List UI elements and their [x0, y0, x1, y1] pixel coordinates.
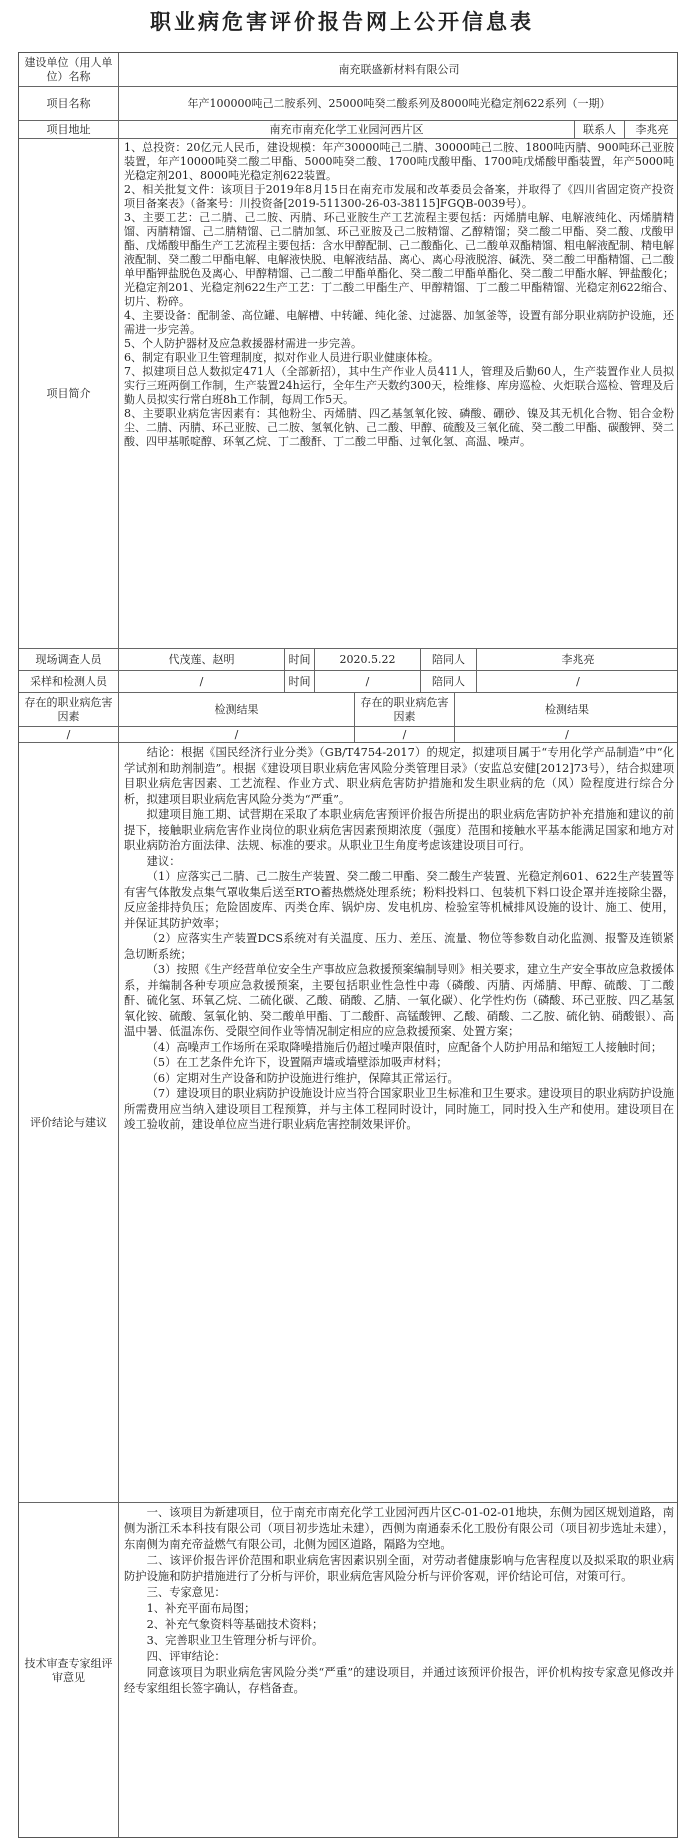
conclusion-paragraph: （7）建设项目的职业病防护设施设计应当符合国家职业卫生标准和卫生要求。建设项目的职业病防护设施所需费用应当纳入建设项目工程预算，并与主体工程同时设计，同时施工，同时投入生产和使用。建设项目在竣工验收前，建设单位应当进行职业病危害控制效果评价。: [124, 1087, 674, 1131]
survey-time-label: 时间: [285, 649, 315, 671]
expert-paragraph: 3、完善职业卫生管理分析与评价。: [146, 1634, 324, 1647]
expert-paragraph: 三、专家意见：: [146, 1586, 226, 1599]
conclusion-paragraph: （4）高噪声工作场所在采取降噪措施后仍超过噪声限值时，应配备个人防护用品和缩短工人接触时间；: [146, 1040, 663, 1054]
sampling-companion-label: 陪同人: [421, 671, 477, 693]
survey-companion-label: 陪同人: [421, 649, 477, 671]
survey-label: 现场调查人员: [19, 649, 119, 671]
page-title: 职业病危害评价报告网上公开信息表: [150, 10, 534, 34]
project-address-value: 南充市南充化学工业园河西片区: [119, 121, 575, 139]
sampling-value: /: [119, 671, 285, 693]
expert-paragraph: 同意该项目为职业病危害风险分类“严重”的建设项目，并通过该预评价报告，评价机构按专家意见修改并经专家组组长签字确认，存档备查。: [124, 1666, 674, 1695]
sampling-companion-value: /: [477, 671, 678, 693]
expert-paragraph: 1、补充平面布局图；: [146, 1602, 256, 1615]
contact-label: 联系人: [575, 121, 625, 139]
intro-label: 项目简介: [19, 139, 119, 649]
sampling-time-label: 时间: [285, 671, 315, 693]
expert-label: 技术审查专家组评审意见: [19, 1503, 119, 1838]
hazard-factor-header-1: 存在的职业病危害因素: [19, 693, 119, 727]
detection-result-header-2: 检测结果: [455, 693, 678, 727]
survey-companion-value: 李兆亮: [477, 649, 678, 671]
intro-paragraph: 3、主要工艺：己二腈、己二胺、丙腈、环己亚胺生产工艺流程主要包括：丙烯腈电解、电解液纯化、丙烯腈精馏、丙腈精馏、己二腈精馏、己二腈加氢、环己亚胺及己二胺精馏、乙醇精馏；癸二酸二甲酯、癸二酸、戊酸甲酯、戊烯酸甲酯生产工艺流程主要包括：含水甲醇配制、己二酸酯化、己二酸单双酯精馏、粗电解液配制、精电解液配制、癸二酸二甲酯电解、电解液快脱、电解液结晶、离心、离心母液脱溶、碱洗、癸二酸二甲酯精馏、己二酸单甲酯钾盐脱色及离心、甲醇精馏、己二酸二甲酯单酯化、癸二酸二甲酯单酯化、癸二酸二甲酯水解、钾盐酸化；光稳定剂201、光稳定剂622生产工艺：丁二酸二甲酯生产、甲醇精馏、丁二酸二甲酯精馏、光稳定剂622缩合、切片、粉碎。: [124, 211, 674, 308]
conclusion-paragraph: （2）应落实生产装置DCS系统对有关温度、压力、差压、流量、物位等参数自动化监测、报警及连锁紧急切断系统；: [124, 932, 674, 961]
project-name-label: 项目名称: [19, 87, 119, 121]
builder-label: 建设单位（用人单位）名称: [19, 53, 119, 87]
hazard-factor-header-2: 存在的职业病危害因素: [355, 693, 455, 727]
expert-paragraph: 一、该项目为新建项目，位于南充市南充化学工业园河西片区C-01-02-01地块，东侧为园区规划道路，南侧为浙江禾本科技有限公司（项目初步选址未建），西侧为南通泰禾化工股份有限公司（项目初步选址未建），东南侧为南充帝益燃气有限公司，北侧为园区道路，隔路为空地。: [124, 1506, 674, 1551]
conclusion-content: [119, 743, 678, 1503]
builder-value: 南充联盛新材料有限公司: [119, 53, 678, 87]
expert-paragraph: 四、评审结论：: [146, 1650, 226, 1663]
survey-value: 代茂莲、赵明: [119, 649, 285, 671]
conclusion-label: 评价结论与建议: [19, 743, 119, 1503]
conclusion-paragraph: （1）应落实己二腈、己二胺生产装置、癸二酸二甲酯、癸二酸生产装置、光稳定剂601、622生产装置等有害气体散发点集气罩收集后送至RTO蓄热燃烧处理系统；粉料投料口、包装机下料口设企罩并连接除尘器，反应釜排持负压；危险固废库、丙类仓库、锅炉房、发电机房、检验室等机械排风设施的设计、施工、使用，并保证其防护效率；: [124, 870, 674, 930]
conclusion-paragraph: 拟建项目施工期、试营期在采取了本职业病危害预评价报告所提出的职业病危害防护补充措施和建议的前提下，接触职业病危害作业岗位的职业病危害因素预期浓度（强度）范围和接触水平基本能满足国家和地方对职业病防治方面法律、法规、标准的要求。从职业卫生角度考虑该建设项目可行。: [124, 808, 674, 852]
conclusion-paragraph: （5）在工艺条件允许下，设置隔声墙或墙壁添加吸声材料；: [146, 1056, 448, 1069]
hazard-factor-value-1: /: [19, 727, 119, 743]
survey-time-value: 2020.5.22: [315, 649, 421, 671]
conclusion-paragraph: 结论：根据《国民经济行业分类》（GB/T4754-2017）的规定，拟建项目属于“专用化学产品制造”中“化学试剂和助剂制造”。根据《建设项目职业病危害风险分类管理目录》（安监总安健[2012]73号），结合拟建项目职业病危害因素、工艺流程、作业方式、职业病危害防护措施和发生职业病的危（风）险程度进行综合分析，拟建项目职业病危害风险分类为“严重”。: [124, 746, 674, 806]
project-name-value: 年产100000吨己二胺系列、25000吨癸二酸系列及8000吨光稳定剂622系列（一期）: [119, 87, 678, 121]
detection-result-value-2: /: [455, 727, 678, 743]
intro-paragraph: 2、相关批复文件：该项目于2019年8月15日在南充市发展和改革委员会备案，并取得了《四川省固定资产投资项目备案表》（备案号：川投资备[2019-511300-26-03-38115]FGQB-0039号）。: [124, 183, 674, 210]
sampling-time-value: /: [315, 671, 421, 693]
expert-content: [119, 1503, 678, 1838]
info-table: [18, 52, 678, 1838]
conclusion-paragraph: 建议：: [146, 854, 181, 868]
intro-paragraph: 1、总投资：20亿元人民币，建设规模：年产30000吨己二腈、30000吨己二胺、1800吨丙腈、900吨环己亚胺装置，年产10000吨癸二酸二甲酯、5000吨癸二酸、1700吨戊酸甲酯、1700吨戊烯酸甲酯装置，年产5000吨光稳定剂201、8000吨光稳定剂622装置。: [124, 141, 674, 182]
intro-paragraph: 7、拟建项目总人数拟定471人（全部新招），其中生产作业人员411人，管理及后勤60人，生产装置作业人员拟实行三班两倒工作制，生产装置24h运行，全年生产天数约300天，检维修、库房巡检、火炬联合巡检、管理及后勤人员拟实行常白班8h工作制，每周工作5天。: [124, 365, 674, 406]
detection-result-value-1: /: [119, 727, 355, 743]
sampling-label: 采样和检测人员: [19, 671, 119, 693]
expert-paragraph: 2、补充气象资料等基础技术资料；: [146, 1618, 324, 1631]
detection-result-header-1: 检测结果: [119, 693, 355, 727]
intro-paragraph: 4、主要设备：配制釜、高位罐、电解槽、中转罐、纯化釜、过滤器、加氢釜等，设置有部分职业病防护设施，还需进一步完善。: [124, 309, 674, 336]
contact-value: 李兆亮: [625, 121, 678, 139]
intro-content: [119, 139, 678, 649]
project-address-label: 项目地址: [19, 121, 119, 139]
conclusion-paragraph: （6）定期对生产设备和防护设施进行维护，保障其正常运行。: [146, 1071, 459, 1085]
conclusion-paragraph: （3）按照《生产经营单位安全生产事故应急救援预案编制导则》相关要求，建立生产安全事故应急救援体系，并编制各种专项应急救援预案，主要包括职业性急性中毒（磷酸、丙腈、丙烯腈、甲醇、硫酸、丁二酸酐、硫化氢、环氧乙烷、二硫化碳、乙酸、硝酸、乙腈、一氧化碳）、化学性灼伤（磷酸、环己亚胺、四乙基氢氧化铵、硫酸、氢氧化钠、癸二酸单甲酯、丁二酸酐、高锰酸钾、乙酸、硝酸、二乙胺、硫化钠、硝酸银）、高温中暑、低温冻伤、受限空间作业等情况制定相应的应急救援预案、处置方案；: [124, 963, 674, 1038]
intro-paragraph: 6、制定有职业卫生管理制度，拟对作业人员进行职业健康体检。: [124, 351, 439, 364]
hazard-factor-value-2: /: [355, 727, 455, 743]
intro-paragraph: 5、个人防护器材及应急救援器材需进一步完善。: [124, 337, 362, 350]
intro-paragraph: 8、主要职业病危害因素有：其他粉尘、丙烯腈、四乙基氢氧化铵、磷酸、硼砂、镍及其无机化合物、铝合金粉尘、二腈、丙腈、环己亚胺、己二胺、氢氧化钠、己二酸、甲醇、硫酸及三氧化硫、癸二酸二甲酯、碳酸钾、癸二酸、四甲基哌啶醇、环氧乙烷、丁二酸酐、丁二酸二甲酯、过氧化氢、高温、噪声。: [124, 407, 674, 448]
expert-paragraph: 二、该评价报告评价范围和职业病危害因素识别全面，对劳动者健康影响与危害程度以及拟采取的职业病防护设施和防护措施进行了分析与评价，职业病危害风险分析与评价客观，评价结论可信，对策可行。: [124, 1554, 674, 1583]
